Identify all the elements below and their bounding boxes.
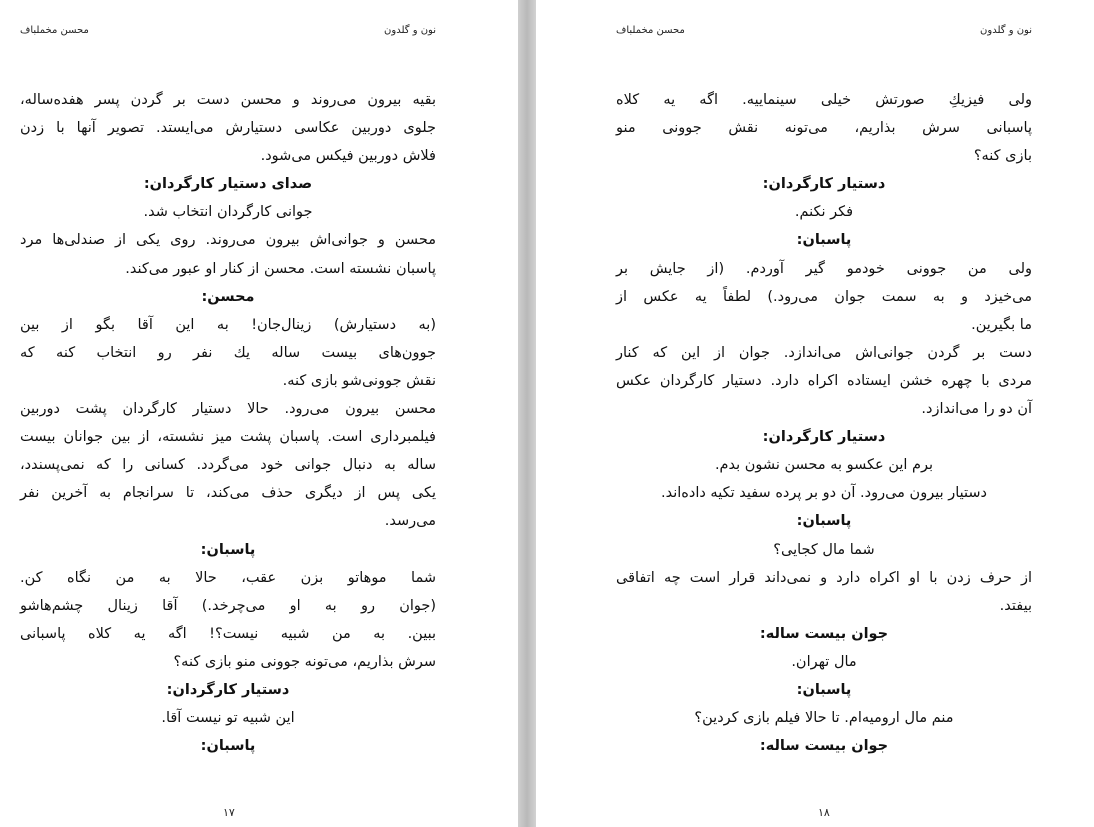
speaker-name: دستیار کارگردان: (762, 429, 886, 446)
text-line: از حرف زدن با او اکراه دارد و نمی‌داند قرار است چه اتفاقی (616, 569, 1032, 586)
speaker-name: دستیار کارگردان: (762, 176, 886, 193)
text-line: بیفتد. (999, 597, 1032, 614)
text-line: بقیه بیرون می‌روند و محسن دست بر گردن پسر هفده‌ساله، (20, 92, 436, 108)
left-page-author-header: محسن مخملباف (20, 25, 89, 36)
right-page-body (616, 86, 1032, 760)
text-line: یکی پس از دیگری حذف می‌کند، تا سرانجام به آخرین نفر (20, 485, 436, 502)
right-page-number: ۱۸ (818, 806, 830, 819)
text-line: فیلمبرداری است. پاسبان پشت میز نشسته، از بین جوانان بیست (20, 429, 436, 446)
book-gutter (518, 0, 536, 827)
text-line: ساله به دنبال جوانی خود می‌گردد. کسانی را که نمی‌پسندد، (20, 457, 436, 474)
text-line: نقش جوونی‌شو بازی کنه. (282, 372, 436, 389)
text-line: می‌خیزد و به سمت جوان می‌رود.) لطفاً یه عکس از (616, 288, 1032, 305)
left-page-body (20, 86, 436, 760)
text-line: دست بر گردن جوانی‌اش می‌اندازد. جوان از این که کنار (616, 344, 1032, 361)
text-line: دستیار بیرون می‌رود. آن دو بر پرده سفید تکیه داده‌اند. (661, 485, 987, 502)
text-line: جوون‌های بیست ساله یك نفر رو انتخاب کنه که (20, 344, 436, 361)
text-line: ما بگیرین. (971, 316, 1032, 333)
text-line: ولی من جوونی خودمو گیر آوردم. (از جایش بر (616, 260, 1032, 277)
speaker-name: جوان بیست ساله: (759, 625, 889, 642)
right-page-title-header: نون و گلدون (980, 25, 1032, 36)
text-line: محسن و جوانی‌اش بیرون می‌روند. روی یکی از صندلی‌ها مرد (20, 232, 436, 249)
speaker-name: پاسبان: (200, 738, 256, 755)
right-page-author-header: محسن مخملباف (616, 25, 685, 36)
text-line: جوانی کارگردان انتخاب شد. (143, 204, 313, 221)
text-line: مردی با چهره خشن ایستاده اکراه دارد. دستیار کارگردان عکس (616, 372, 1032, 389)
text-line: شما مال کجایی؟ (773, 541, 875, 558)
text-line: پاسبان نشسته است. محسن از کنار او عبور می‌کند. (125, 260, 436, 277)
speaker-name: پاسبان: (796, 681, 852, 698)
speaker-name: پاسبان: (200, 541, 256, 558)
speaker-name: پاسبان: (796, 232, 852, 249)
text-line: منم مال ارومیه‌ام. تا حالا فیلم بازی کردین؟ (694, 710, 954, 727)
text-line: فکر نکنم. (794, 204, 854, 221)
text-line: می‌رسد. (384, 513, 436, 530)
text-line: برم این عکسو به محسن نشون بدم. (714, 457, 934, 474)
text-line: (به دستیارش) زینال‌جان! به این آقا بگو از بین (20, 316, 436, 333)
text-line: مال تهران. (791, 653, 857, 670)
text-line: این شبیه تو نیست آقا. (161, 710, 295, 727)
text-line: محسن بیرون می‌رود. حالا دستیار کارگردان پشت دوربین (20, 401, 436, 418)
text-line: ببین. به من شبیه نیست؟! اگه یه کلاه پاسبانی (20, 625, 436, 642)
text-line: آن دو را می‌اندازد. (921, 401, 1032, 418)
speaker-name: دستیار کارگردان: (166, 681, 290, 698)
text-line: ولی فیزیكِ صورتش خیلی سینماییه. اگه یه کلاه (616, 92, 1032, 108)
left-page (0, 0, 518, 827)
speaker-name: محسن: (201, 288, 255, 305)
speaker-name: صدای دستیار کارگردان: (143, 176, 313, 193)
speaker-name: جوان بیست ساله: (759, 738, 889, 755)
text-line: شما موهاتو بزن عقب، حالا به من نگاه کن. (20, 569, 436, 586)
text-line: بازی کنه؟ (973, 148, 1032, 165)
text-line: جلوی دوربین عکاسی دستیارش می‌ایستد. تصویر آنها با زدن (20, 120, 436, 137)
text-line: پاسبانی سرش بذاریم، می‌تونه نقش جوونی منو (616, 120, 1032, 137)
text-line: (جوان رو به او می‌چرخد.) آقا زینال چشم‌هاشو (20, 597, 436, 614)
text-line: سرش بذاریم، می‌تونه جوونی منو بازی کنه؟ (173, 653, 436, 670)
left-page-number: ۱۷ (223, 806, 235, 819)
right-page (536, 0, 1094, 827)
speaker-name: پاسبان: (796, 513, 852, 530)
left-page-title-header: نون و گلدون (384, 25, 436, 36)
text-line: فلاش دوربین فیکس می‌شود. (260, 148, 436, 165)
